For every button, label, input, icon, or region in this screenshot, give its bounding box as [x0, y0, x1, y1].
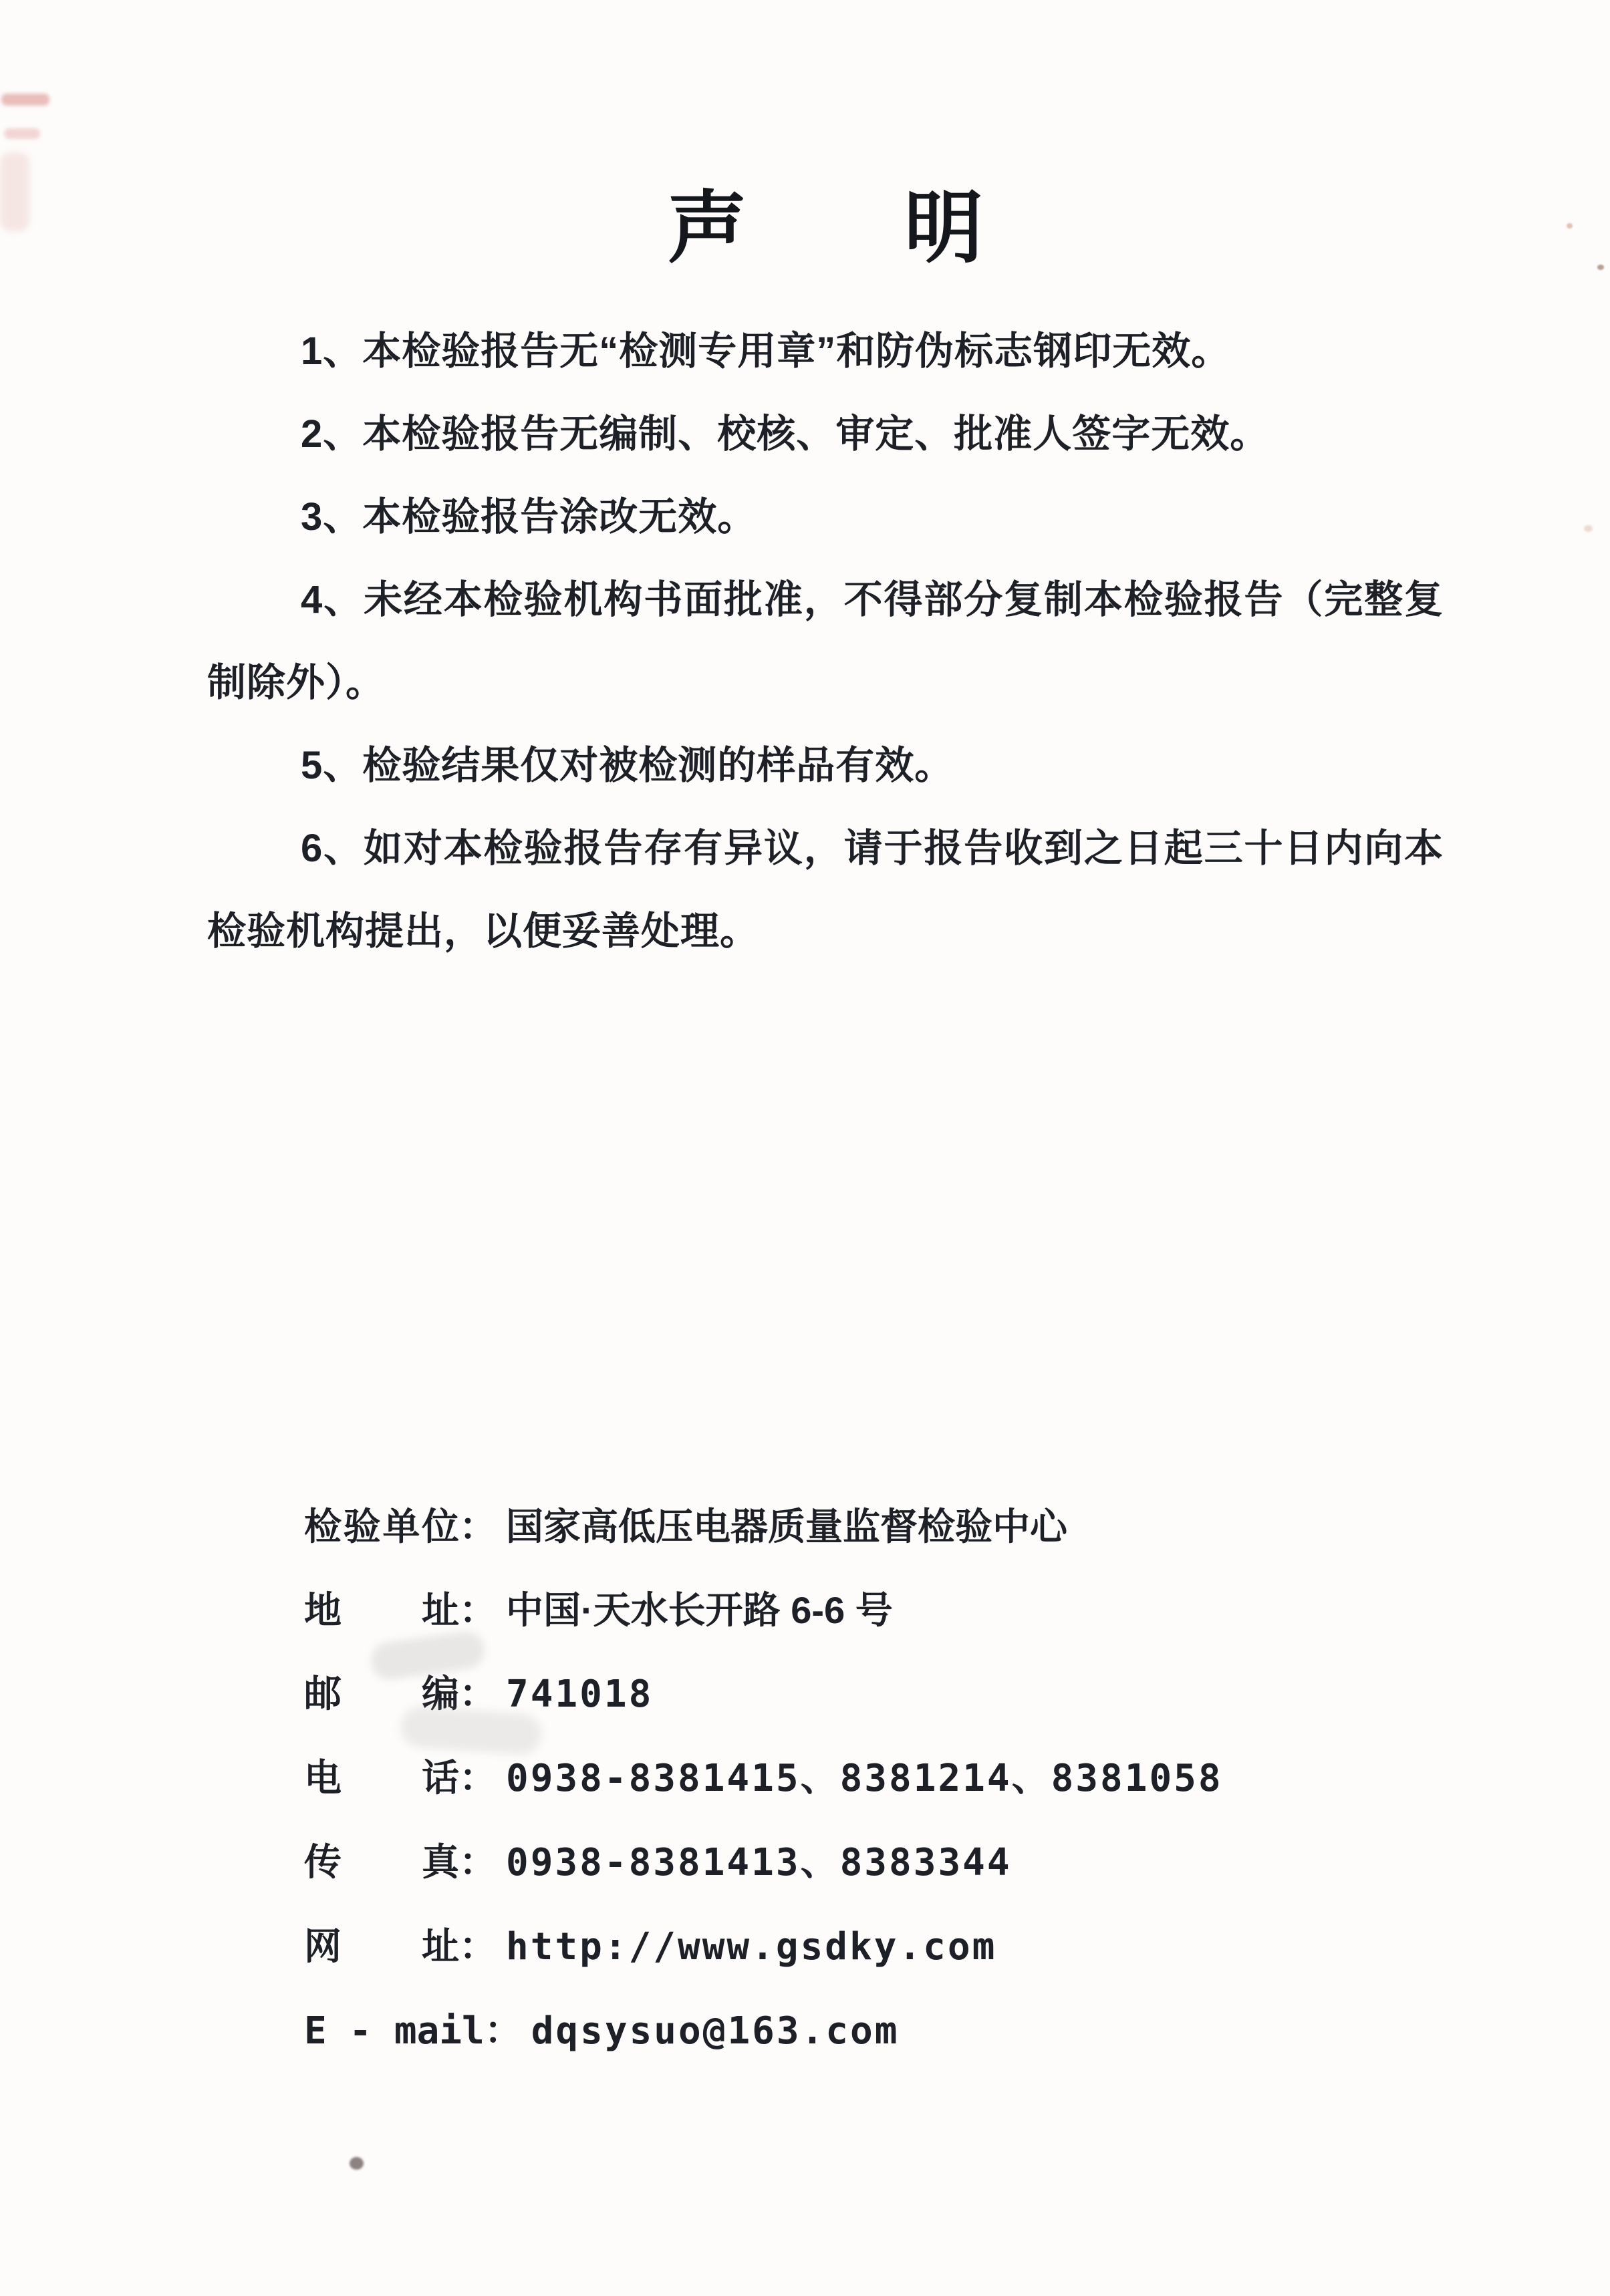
scan-artifact: [1584, 525, 1593, 532]
contact-row-fax: [304, 1820, 1223, 1904]
contact-value: 0938-8381413、8383344: [506, 1841, 1012, 1884]
scan-artifact: [1, 94, 49, 106]
contact-colon: ：: [459, 1673, 497, 1715]
contact-label: 网址: [304, 1925, 459, 1967]
contact-block: [304, 1485, 1223, 2073]
declaration-item: 2、本检验报告无编制、校核、审定、批准人签字无效。: [301, 412, 1270, 456]
scan-artifact: [350, 2157, 364, 2170]
contact-label: 检验单位: [304, 1505, 459, 1548]
contact-label: 传真: [304, 1841, 459, 1883]
declaration-item: 5、检验结果仅对被检测的样品有效。: [301, 743, 954, 787]
contact-colon: ：: [484, 2009, 522, 2051]
contact-value: http://www.gsdky.com: [506, 1925, 997, 1969]
declaration-item: 4、未经本检验机构书面批准，不得部分复制本检验报告（完整复制除外）。: [207, 577, 1444, 704]
contact-label: 地址: [304, 1589, 459, 1631]
contact-row-email: [304, 1989, 1223, 2073]
contact-label: E - mail: [304, 2009, 485, 2053]
contact-value: dqsysuo@163.com: [531, 2009, 900, 2053]
contact-colon: ：: [459, 1757, 497, 1799]
contact-value: 国家高低压电器质量监督检验中心: [506, 1505, 1067, 1548]
declaration-list: [207, 310, 1444, 973]
contact-row-address: [304, 1568, 1223, 1652]
contact-row-website: [304, 1904, 1223, 1989]
contact-colon: ：: [459, 1925, 497, 1967]
contact-colon: ：: [459, 1841, 497, 1883]
contact-colon: ：: [459, 1589, 497, 1631]
declaration-item: 1、本检验报告无“检测专用章”和防伪标志钢印无效。: [301, 329, 1231, 373]
scan-artifact: [4, 128, 40, 139]
scan-artifact: [0, 152, 29, 231]
page-title: 声 明: [667, 184, 983, 273]
contact-row-unit: [304, 1485, 1223, 1568]
contact-value: 741018: [506, 1673, 654, 1716]
contact-colon: ：: [459, 1505, 497, 1548]
declaration-item: 3、本检验报告涂改无效。: [301, 494, 757, 539]
contact-row-postcode: [304, 1652, 1223, 1736]
contact-row-phone: [304, 1736, 1223, 1820]
contact-value: 0938-8381415、8381214、8381058: [506, 1757, 1223, 1800]
contact-label: 邮编: [304, 1673, 459, 1715]
scan-artifact: [1567, 223, 1573, 229]
scan-artifact: [1597, 265, 1604, 270]
contact-value: 中国·天水长开路 6-6 号: [506, 1589, 893, 1631]
declaration-item: 6、如对本检验报告存有异议，请于报告收到之日起三十日内向本检验机构提出，以便妥善处理。: [207, 826, 1444, 953]
contact-label: 电话: [304, 1757, 459, 1799]
